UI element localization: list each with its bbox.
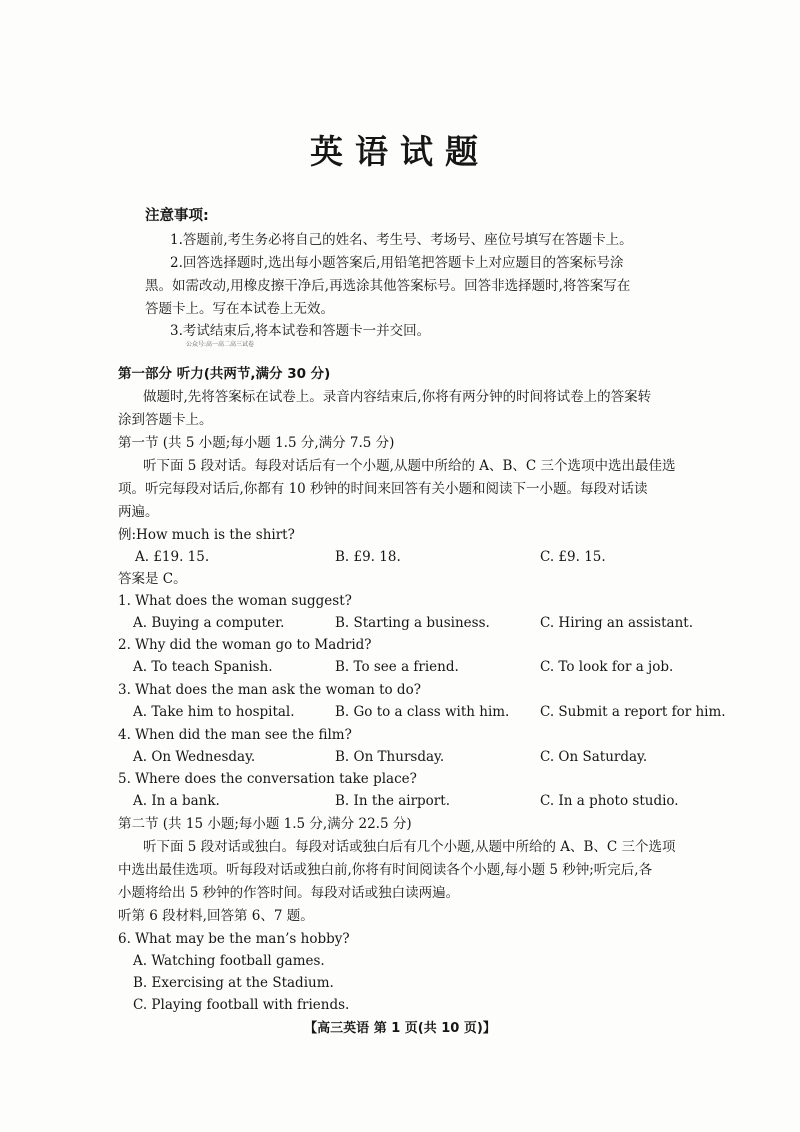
question-5: 5. Where does the conversation take place? bbox=[118, 771, 417, 787]
q6-option-c: C. Playing football with friends. bbox=[133, 997, 350, 1013]
q4-option-c: C. On Saturday. bbox=[540, 749, 648, 765]
notice-item: 黑。如需改动,用橡皮擦干净后,再选涂其他答案标号。回答非选择题时,将答案写在 bbox=[145, 278, 631, 294]
notice-item: 答题卡上。写在本试卷上无效。 bbox=[145, 301, 334, 317]
example-option-a: A. £19. 15. bbox=[135, 549, 210, 565]
q1-option-b: B. Starting a business. bbox=[335, 615, 490, 631]
example-question: 例:How much is the shirt? bbox=[118, 527, 295, 543]
part1-heading: 第一部分 听力(共两节,满分 30 分) bbox=[118, 366, 331, 382]
q5-option-c: C. In a photo studio. bbox=[540, 793, 679, 809]
q5-option-b: B. In the airport. bbox=[335, 793, 450, 809]
section2-instruction: 小题将给出 5 秒钟的作答时间。每段对话或独白读两遍。 bbox=[118, 885, 460, 901]
section2-instruction: 中选出最佳选项。听每段对话或独白前,你将有时间阅读各个小题,每小题 5 秒钟;听完后,各 bbox=[118, 862, 653, 878]
q2-option-b: B. To see a friend. bbox=[335, 659, 459, 675]
question-3: 3. What does the man ask the woman to do? bbox=[118, 682, 421, 698]
question-2: 2. Why did the woman go to Madrid? bbox=[118, 637, 372, 653]
q3-option-b: B. Go to a class with him. bbox=[335, 704, 510, 720]
notice-item: 3.考试结束后,将本试卷和答题卡一并交回。 bbox=[170, 323, 431, 339]
example-answer: 答案是 C。 bbox=[118, 571, 187, 587]
q1-option-c: C. Hiring an assistant. bbox=[540, 615, 693, 631]
material-instruction: 听第 6 段材料,回答第 6、7 题。 bbox=[118, 908, 314, 924]
section1-heading: 第一节 (共 5 小题;每小题 1.5 分,满分 7.5 分) bbox=[118, 435, 395, 451]
part1-intro: 做题时,先将答案标在试卷上。录音内容结束后,你将有两分钟的时间将试卷上的答案转 bbox=[143, 389, 652, 405]
q6-option-a: A. Watching football games. bbox=[133, 953, 325, 969]
q3-option-a: A. Take him to hospital. bbox=[133, 704, 295, 720]
example-option-c: C. £9. 15. bbox=[540, 549, 606, 565]
notice-item: 1.答题前,考生务必将自己的姓名、考生号、考场号、座位号填写在答题卡上。 bbox=[170, 232, 633, 248]
q5-option-a: A. In a bank. bbox=[133, 793, 220, 809]
question-4: 4. When did the man see the film? bbox=[118, 727, 352, 743]
section2-instruction: 听下面 5 段对话或独白。每段对话或独白后有几个小题,从题中所给的 A、B、C 三个选项 bbox=[143, 839, 676, 855]
q2-option-c: C. To look for a job. bbox=[540, 659, 674, 675]
q3-option-c: C. Submit a report for him. bbox=[540, 704, 726, 720]
page-title: 英语试题 bbox=[310, 132, 490, 171]
notice-heading: 注意事项: bbox=[145, 208, 209, 224]
section1-instruction: 项。听完每段对话后,你都有 10 秒钟的时间来回答有关小题和阅读下一小题。每段对话读 bbox=[118, 481, 648, 497]
example-option-b: B. £9. 18. bbox=[335, 549, 401, 565]
section1-instruction: 听下面 5 段对话。每段对话后有一个小题,从题中所给的 A、B、C 三个选项中选出最佳选 bbox=[143, 458, 676, 474]
part1-intro: 涂到答题卡上。 bbox=[118, 412, 213, 428]
section1-instruction: 两遍。 bbox=[118, 504, 159, 520]
page-footer: 【高三英语 第 1 页(共 10 页)】 bbox=[304, 1021, 496, 1036]
question-6: 6. What may be the man’s hobby? bbox=[118, 931, 350, 947]
q6-option-b: B. Exercising at the Stadium. bbox=[133, 975, 334, 991]
notice-item: 2.回答选择题时,选出每小题答案后,用铅笔把答题卡上对应题目的答案标号涂 bbox=[170, 255, 624, 271]
section2-heading: 第二节 (共 15 小题;每小题 1.5 分,满分 22.5 分) bbox=[118, 816, 412, 832]
q4-option-b: B. On Thursday. bbox=[335, 749, 445, 765]
q2-option-a: A. To teach Spanish. bbox=[133, 659, 273, 675]
watermark-text: 公众号:高一高二高三试卷 bbox=[186, 341, 255, 348]
question-1: 1. What does the woman suggest? bbox=[118, 593, 352, 609]
q1-option-a: A. Buying a computer. bbox=[133, 615, 285, 631]
q4-option-a: A. On Wednesday. bbox=[133, 749, 256, 765]
